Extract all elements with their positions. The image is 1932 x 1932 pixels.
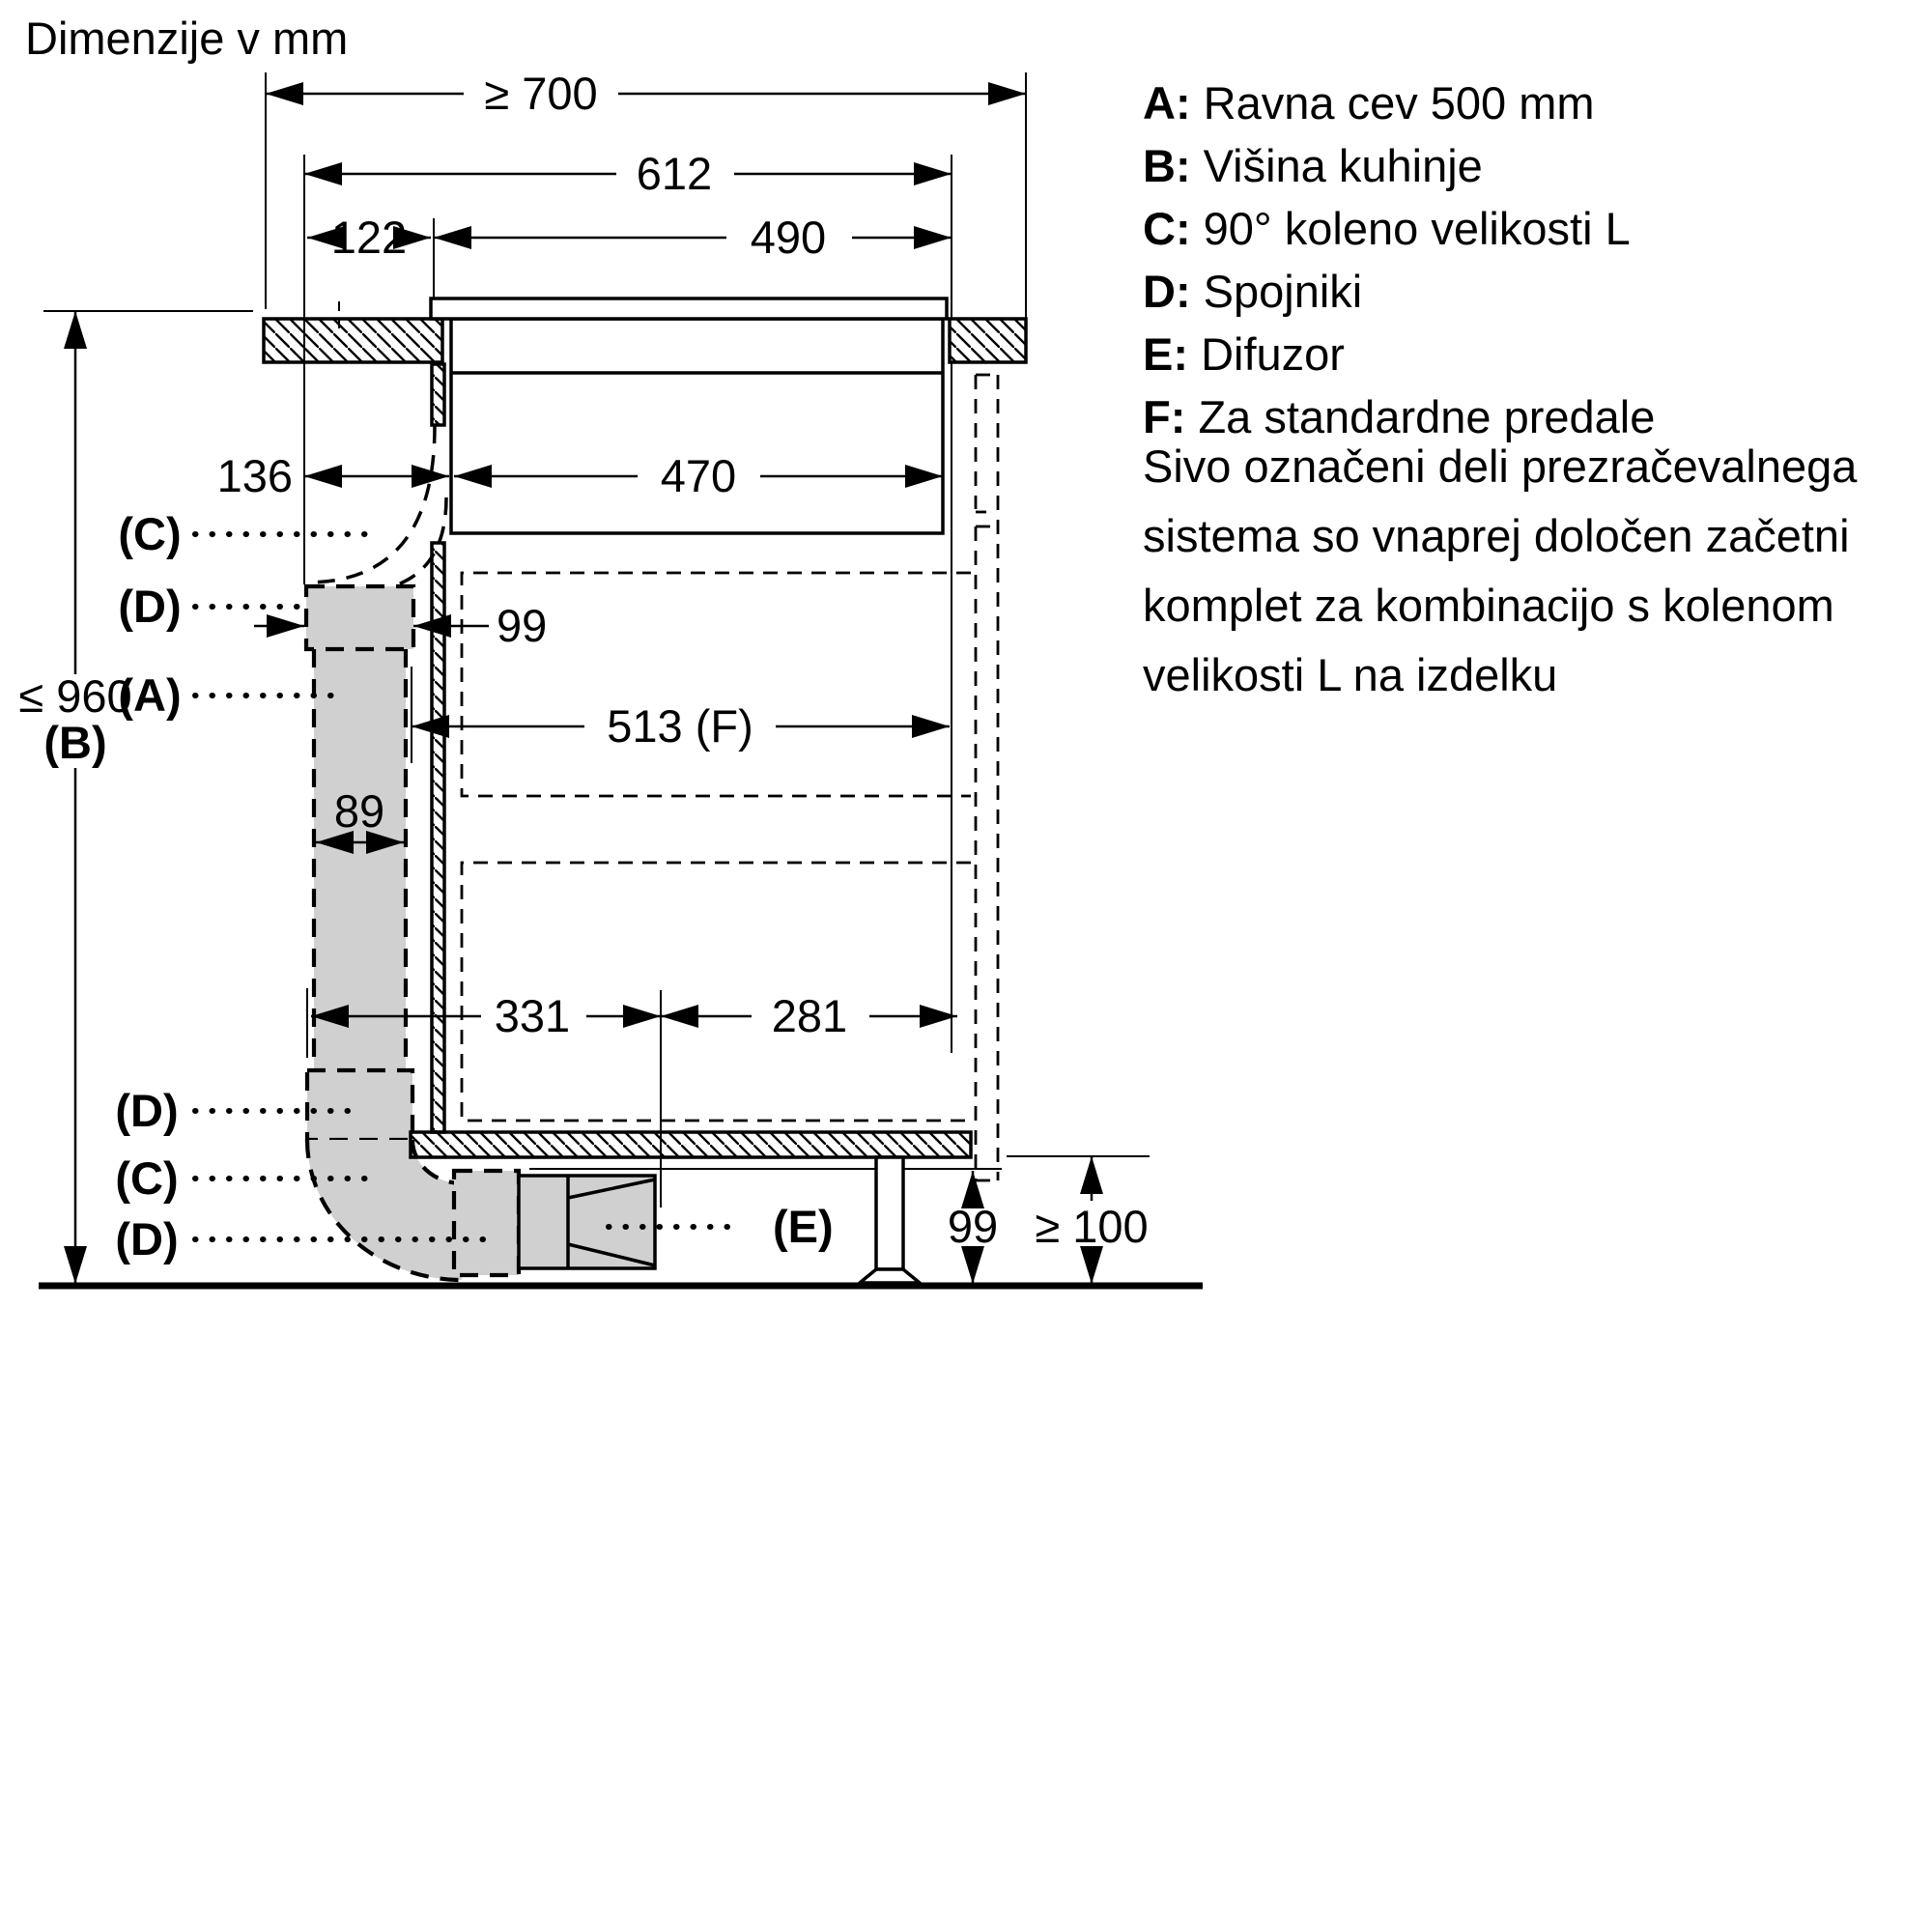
legend-item-e: E: Difuzor (1143, 328, 1345, 380)
legend-item-c: C: 90° koleno velikosti L (1143, 203, 1631, 254)
svg-text:≤ 960: ≤ 960 (18, 670, 132, 722)
extension-lines (43, 72, 1150, 1208)
svg-text:470: 470 (660, 450, 737, 501)
side-panel-lower (432, 543, 444, 1132)
vent-kit (306, 586, 655, 1280)
svg-text:99: 99 (497, 600, 548, 651)
dimensions (18, 68, 1148, 1284)
svg-text:99: 99 (947, 1201, 999, 1252)
rear-spacer-channel (976, 375, 998, 1180)
dim-bottom-right (661, 990, 957, 1041)
cabinet-bottom-panel (411, 1132, 971, 1157)
adjustable-foot (860, 1157, 920, 1283)
dim-duct-offset (217, 450, 449, 501)
dim-floor-clearance (1035, 1156, 1148, 1284)
label-connector-mid: (D) (115, 1085, 179, 1136)
dim-worktop-cutout (304, 148, 952, 199)
gray-parts-note: Sivo označeni deli prezračevalnega sistema so vnaprej določen začetni komplet za kombinacijo s kolenom velikosti L na izdelku (1143, 440, 1858, 700)
legend-item-a: A: Ravna cev 500 mm (1143, 77, 1595, 128)
label-elbow-bottom: (C) (115, 1152, 179, 1204)
svg-text:122: 122 (330, 212, 408, 263)
side-panel-upper (432, 364, 444, 425)
svg-text:≥ 100: ≥ 100 (1035, 1201, 1149, 1252)
label-straight-duct: (A) (118, 669, 182, 721)
label-elbow-top: (C) (118, 508, 182, 559)
dim-drawer-depth (412, 700, 950, 752)
svg-text:490: 490 (750, 212, 827, 263)
label-connector-bottom: (D) (115, 1213, 179, 1264)
connector-d-mid (307, 1070, 412, 1140)
hob-top-plate (431, 298, 947, 319)
svg-text:≥ 700: ≥ 700 (484, 68, 598, 119)
diagram-title: Dimenzije v mm (25, 13, 349, 64)
worktop-right-section (950, 319, 1026, 362)
legend-item-f: F: Za standardne predale (1143, 391, 1656, 442)
svg-text:281: 281 (771, 990, 848, 1041)
straight-duct-a (314, 649, 406, 1070)
connector-d-bottom (454, 1171, 519, 1275)
svg-text:612: 612 (636, 148, 713, 199)
dim-hob-width (434, 212, 952, 263)
dim-top-clearance (266, 68, 1026, 119)
worktop-left-section (264, 319, 442, 362)
label-connector-top: (D) (118, 581, 182, 632)
dim-kitchen-height (18, 311, 131, 1284)
svg-text:89: 89 (333, 785, 385, 837)
dim-left-offset (307, 212, 431, 263)
svg-text:331: 331 (494, 990, 571, 1041)
label-diffuser: (E) (773, 1201, 834, 1252)
svg-text:513 (F): 513 (F) (607, 700, 753, 752)
legend-item-b: B: Višina kuhinje (1143, 140, 1483, 191)
diffuser-e (519, 1176, 655, 1268)
svg-text:136: 136 (216, 450, 293, 501)
legend-item-d: D: Spojniki (1143, 266, 1363, 317)
connector-d-top (306, 586, 413, 649)
svg-text:(B): (B) (43, 717, 107, 768)
dim-plinth-height (948, 1171, 998, 1284)
